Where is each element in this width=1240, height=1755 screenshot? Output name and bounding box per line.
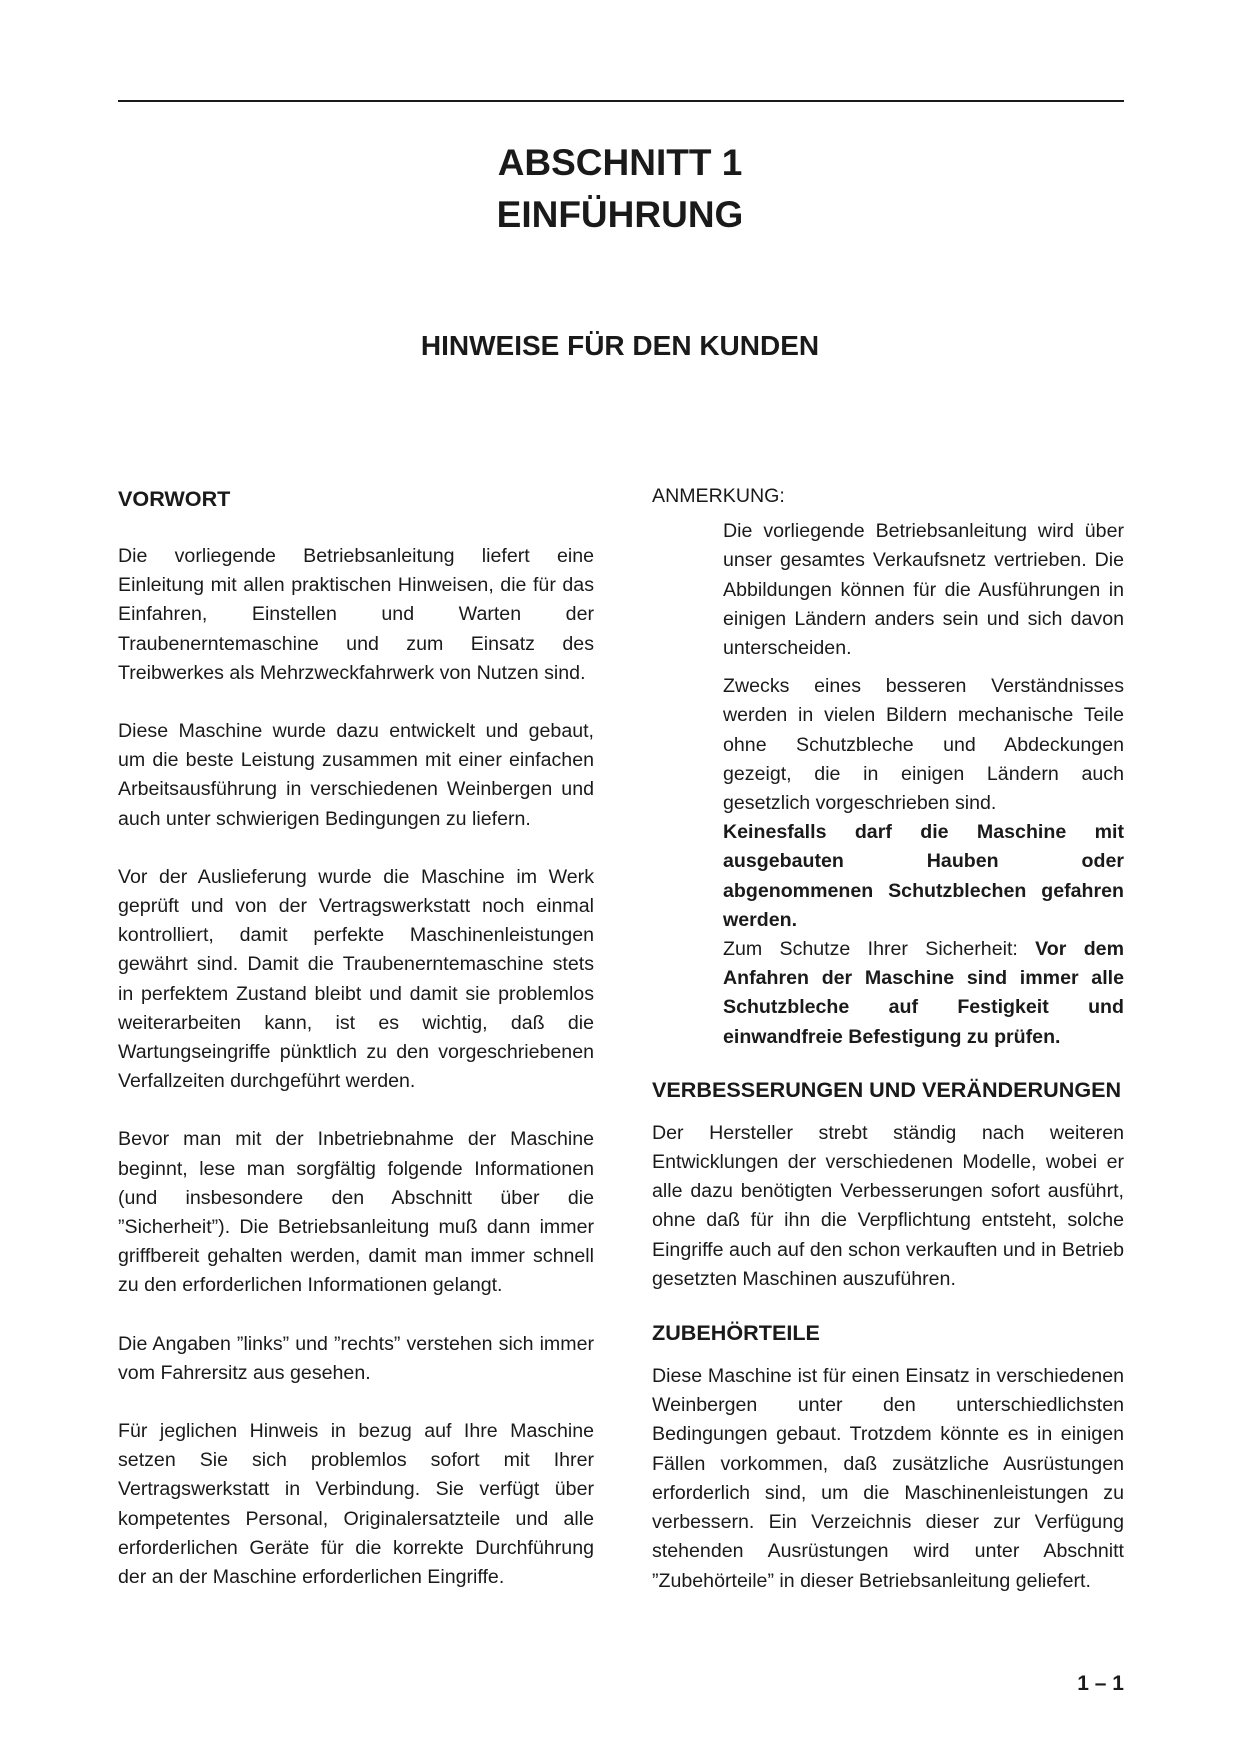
page-number: 1 – 1: [1077, 1672, 1124, 1695]
improvements-text: Der Hersteller strebt ständig nach weiteren Entwicklungen der verschiedenen Modelle, wobei er alle dazu benötigten Verbesserungen sofort ausführt, ohne daß für ihn die Verpflichtung entsteht, solche Eingriffe auch auf den schon verkauften und in Betrieb gesetzten Maschinen auszuführen.: [652, 1121, 1124, 1290]
vorwort-paragraph-2: Diese Maschine wurde dazu entwickelt und gebaut, um die beste Leistung zusammen mit einer einfachen Arbeitsausführung in verschiedenen Weinbergen und auch unter schwierigen Bedingungen zu liefern.: [118, 720, 594, 830]
note-label: ANMERKUNG:: [652, 485, 785, 507]
chapter-title: EINFÜHRUNG: [496, 194, 744, 235]
vorwort-paragraph-3: Vor der Auslieferung wurde die Maschine im Werk geprüft und von der Vertragswerkstatt noch einmal kontrolliert, damit perfekte Maschinenleistungen gewährt sind. Damit die Traubenerntemaschine stets in perfektem Zustand bleibt und damit sie problemlos weiterarbeiten kann, ist es wichtig, daß die Wartungseingriffe pünktlich zu den vorgeschriebenen Verfallzeiten durchgeführt werden.: [118, 865, 594, 1093]
note-safety-prefix: Zum Schutze Ihrer Sicherheit:: [723, 938, 1036, 961]
note-paragraph-1: Die vorliegende Betriebsanleitung wird über unser gesamtes Verkaufsnetz vertrieben. Die Abbildungen können für die Ausführungen in einigen Ländern anders sein und sich davon unterscheiden.: [723, 520, 1124, 660]
note-warning-bold: Keinesfalls darf die Maschine mit ausgebauten Hauben oder abgenommenen Schutzblechen gefahren werden.: [723, 821, 1124, 931]
vorwort-paragraph-4: Bevor man mit der Inbetriebnahme der Maschine beginnt, lese man sorgfältig folgende Informationen (und insbesondere den Abschnitt über die ”Sicherheit”). Die Betriebsanleitung muß dann immer griffbereit gehalten werden, damit man immer schnell zu den erforderlichen Informationen gelangt.: [118, 1128, 594, 1297]
accessories-heading: ZUBEHÖRTEILE: [652, 1320, 820, 1346]
vorwort-paragraph-5: Die Angaben ”links” und ”rechts” verstehen sich immer vom Fahrersitz aus gesehen.: [118, 1332, 594, 1384]
vorwort-heading: VORWORT: [118, 486, 231, 511]
note-block: [723, 517, 1124, 1052]
improvements-heading: VERBESSERUNGEN UND VERÄNDERUNGEN: [652, 1076, 1122, 1102]
page-subtitle: HINWEISE FÜR DEN KUNDEN: [420, 330, 820, 361]
note-paragraph-2: [723, 672, 1124, 1052]
note-text-2: Zwecks eines besseren Verständnisses werden in vielen Bildern mechanische Teile ohne Schutzbleche und Abdeckungen gezeigt, die in einigen Ländern auch gesetzlich vorgeschrieben sind.: [723, 675, 1124, 815]
top-rule: [118, 100, 1124, 102]
section-title: ABSCHNITT 1: [497, 142, 743, 183]
left-column: [118, 484, 594, 1592]
accessories-text: Diese Maschine ist für einen Einsatz in verschiedenen Weinbergen unter den unterschiedlichsten Bedingungen gebaut. Trotzdem könnte es in einigen Fällen vorkommen, daß zusätzliche Ausrüstungen erforderlich sind, um die Maschinenleistungen zu verbessern. Ein Verzeichnis dieser zur Verfügung stehenden Ausrüstungen wird unter Abschnitt ”Zubehörteile” in dieser Betriebsanleitung geliefert.: [652, 1365, 1124, 1592]
note-safety-bold: Vor dem Anfahren der Maschine sind immer alle Schutzbleche auf Festigkeit und einwandfreie Befestigung zu prüfen.: [723, 938, 1124, 1048]
vorwort-paragraph-6: Für jeglichen Hinweis in bezug auf Ihre Maschine setzen Sie sich problemlos sofort mit Ihrer Vertragswerkstatt in Verbindung. Sie verfügt über kompetentes Personal, Originalersatzteile und alle erforderlichen Geräte für die korrekte Durchführung der an der Maschine erforderlichen Eingriffe.: [118, 1420, 594, 1589]
right-column: [652, 484, 1124, 1596]
vorwort-paragraph-1: Die vorliegende Betriebsanleitung liefert eine Einleitung mit allen praktischen Hinweisen, die für das Einfahren, Einstellen und Warten der Traubenerntemaschine und zum Einsatz des Treibwerkes als Mehrzweckfahrwerk von Nutzen sind.: [118, 545, 594, 684]
